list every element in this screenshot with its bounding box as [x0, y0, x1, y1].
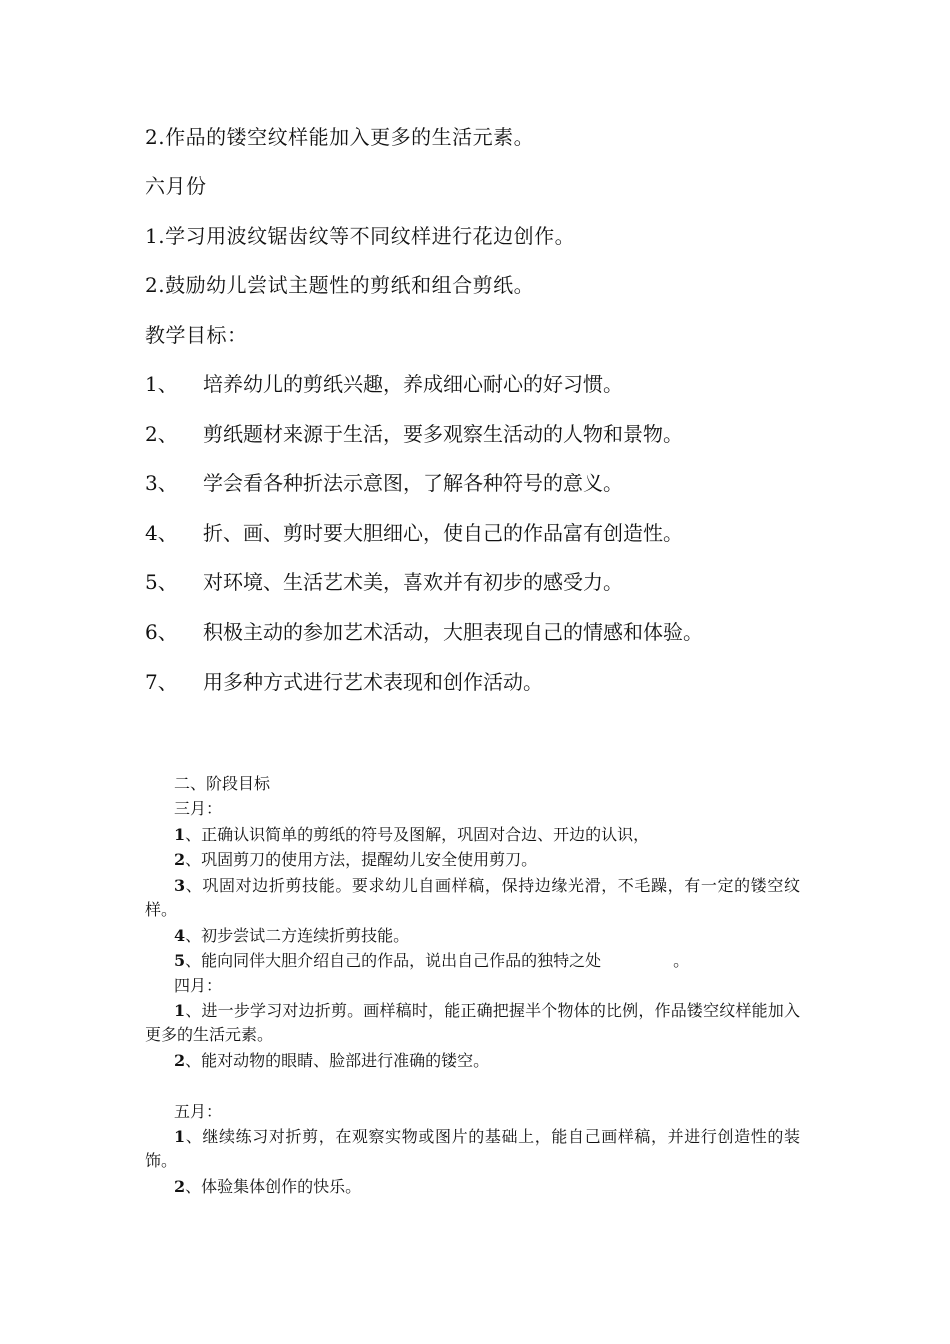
- intro-line-works-hollow-pattern: 2.作品的镂空纹样能加入更多的生活元素。: [145, 125, 535, 149]
- intro-line-june-item-1: 1.学习用波纹锯齿纹等不同纹样进行花边创作。: [145, 224, 576, 248]
- item-text: 、正确认识简单的剪纸的符号及图解，巩固对合边、开边的认识，: [185, 825, 650, 844]
- stage-goals-heading: 二、阶段目标: [174, 774, 271, 793]
- goal-item: [145, 469, 623, 497]
- may-item: [145, 1125, 800, 1173]
- item-text: 、初步尝试二方连续折剪技能。: [185, 926, 410, 945]
- goal-item: [145, 618, 703, 646]
- item-text: 、能向同伴大胆介绍自己的作品，说出自己作品的独特之处: [185, 951, 602, 970]
- goal-number: 2、: [145, 422, 178, 446]
- march-item: [145, 949, 829, 973]
- may-item: [145, 1175, 829, 1199]
- march-item: [145, 823, 829, 847]
- goal-item: [145, 519, 683, 547]
- item-number: 2: [174, 1051, 186, 1070]
- goal-text: 剪纸题材来源于生活，要多观察生活动的人物和景物。: [203, 422, 683, 446]
- item-text: 、进一步学习对边折剪。画样稿时，能正确把握半个物体的比例，作品镂空纹样能加入更多的生活元素。: [145, 1001, 800, 1044]
- intro-line-june-item-2: 2.鼓励幼儿尝试主题性的剪纸和组合剪纸。: [145, 273, 535, 297]
- march-item: [145, 924, 829, 948]
- goal-text: 积极主动的参加艺术活动，大胆表现自己的情感和体验。: [203, 620, 703, 644]
- goal-text: 用多种方式进行艺术表现和创作活动。: [203, 670, 543, 694]
- goal-number: 5、: [145, 570, 178, 594]
- march-item: [145, 874, 800, 922]
- goal-number: 4、: [145, 521, 178, 545]
- goal-number: 6、: [145, 620, 178, 644]
- goal-item: [145, 420, 683, 448]
- goal-number: 3、: [145, 471, 178, 495]
- april-item: [145, 1049, 829, 1073]
- item-number: 2: [174, 850, 186, 869]
- goal-item: [145, 370, 623, 398]
- goal-text: 对环境、生活艺术美，喜欢并有初步的感受力。: [203, 570, 623, 594]
- item-tail: 。: [673, 951, 690, 970]
- goal-text: 折、画、剪时要大胆细心，使自己的作品富有创造性。: [203, 521, 683, 545]
- item-text: 、巩固对边折剪技能。要求幼儿自画样稿，保持边缘光滑，不毛躁，有一定的镂空纹样。: [145, 876, 800, 919]
- item-number: 2: [174, 1177, 186, 1196]
- april-item: [145, 999, 800, 1047]
- item-text: 、体验集体创作的快乐。: [185, 1177, 362, 1196]
- april-heading: 四月：: [174, 976, 223, 995]
- item-number: 3: [174, 876, 186, 895]
- teaching-goals-heading: 教学目标：: [145, 323, 248, 347]
- item-number: 1: [174, 1001, 186, 1020]
- goal-item: [145, 668, 543, 696]
- goal-text: 培养幼儿的剪纸兴趣，养成细心耐心的好习惯。: [203, 372, 623, 396]
- item-text: 、能对动物的眼睛、脸部进行准确的镂空。: [185, 1051, 490, 1070]
- intro-line-june: 六月份: [145, 174, 207, 198]
- march-item: [145, 848, 829, 872]
- item-number: 4: [174, 926, 186, 945]
- goal-text: 学会看各种折法示意图，了解各种符号的意义。: [203, 471, 623, 495]
- item-number: 1: [174, 825, 186, 844]
- march-heading: 三月：: [174, 799, 223, 818]
- item-number: 5: [174, 951, 186, 970]
- item-text: 、继续练习对折剪，在观察实物或图片的基础上，能自己画样稿，并进行创造性的装饰。: [145, 1127, 800, 1170]
- goal-item: [145, 568, 623, 596]
- item-text: 、巩固剪刀的使用方法，提醒幼儿安全使用剪刀。: [185, 850, 538, 869]
- goal-number: 1、: [145, 372, 178, 396]
- goal-number: 7、: [145, 670, 178, 694]
- may-heading: 五月：: [174, 1102, 223, 1121]
- item-number: 1: [174, 1127, 186, 1146]
